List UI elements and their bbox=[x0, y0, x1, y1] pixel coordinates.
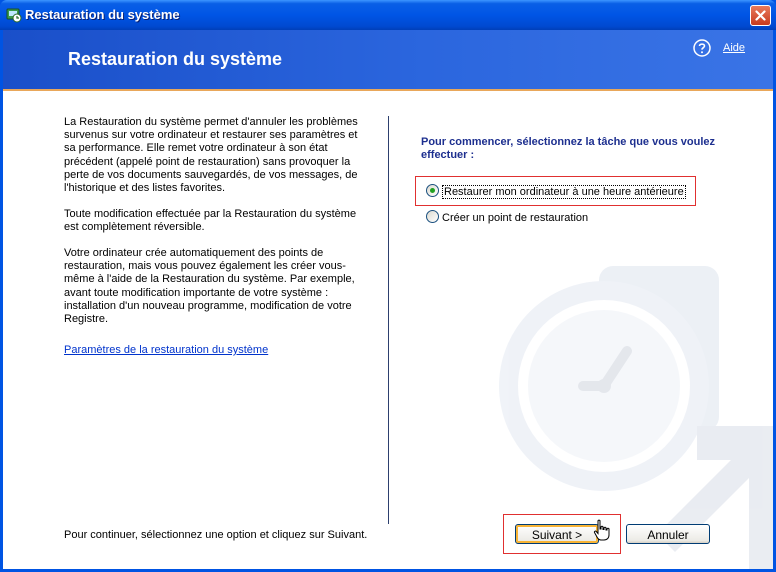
radio-unselected[interactable] bbox=[426, 210, 439, 223]
radio-selected[interactable] bbox=[426, 184, 439, 197]
help-question-icon[interactable] bbox=[693, 39, 711, 57]
page-title: Restauration du système bbox=[68, 49, 283, 69]
help-link[interactable]: Aide bbox=[723, 42, 746, 54]
wizard-header bbox=[3, 30, 773, 89]
hand-cursor-icon bbox=[593, 519, 611, 543]
close-button[interactable] bbox=[750, 5, 771, 26]
title-bar[interactable] bbox=[0, 0, 776, 30]
window-title: Restauration du système bbox=[25, 7, 180, 22]
reversible-paragraph: Toute modification effectuée par la Restauration du système est complètement réversible. bbox=[64, 208, 357, 234]
system-restore-icon bbox=[6, 7, 22, 23]
option-restore-label: Restaurer mon ordinateur à une heure antérieure bbox=[444, 186, 684, 198]
task-heading: Pour commencer, sélectionnez la tâche que vous voulez effectuer : bbox=[421, 136, 716, 161]
restore-settings-link[interactable]: Paramètres de la restauration du système bbox=[64, 344, 269, 356]
option-create-label: Créer un point de restauration bbox=[442, 212, 589, 224]
restore-points-paragraph: Votre ordinateur crée automatiquement des points de restauration, mais vous pouvez également les créer vous-même à l'aide de la Restauration du système. Par exemple, avant toute modification importante de votre système : installation d'un nouveau programme, modification de votre Registre. bbox=[64, 247, 355, 326]
footer-instruction: Pour continuer, sélectionnez une option et cliquez sur Suivant. bbox=[64, 529, 368, 541]
radio-dot bbox=[430, 188, 435, 193]
wizard-client-area bbox=[3, 30, 773, 569]
cancel-button[interactable]: Annuler bbox=[626, 524, 710, 544]
option-restore-computer[interactable] bbox=[426, 184, 686, 198]
vertical-divider bbox=[388, 116, 389, 524]
intro-paragraph: La Restauration du système permet d'annuler les problèmes survenus sur votre ordinateur et restaurer ses paramètres et sa performance. Elle remet votre ordinateur à son état précédent (appelé point de restauration) sans provoquer la perte de vos documents sauvegardés, de vos messages, de l'historique et des listes favorites. bbox=[64, 116, 358, 195]
next-button[interactable]: Suivant > bbox=[515, 524, 599, 544]
option-create-restore-point[interactable] bbox=[426, 210, 588, 224]
header-accent-line bbox=[3, 89, 773, 91]
close-icon bbox=[755, 10, 766, 21]
